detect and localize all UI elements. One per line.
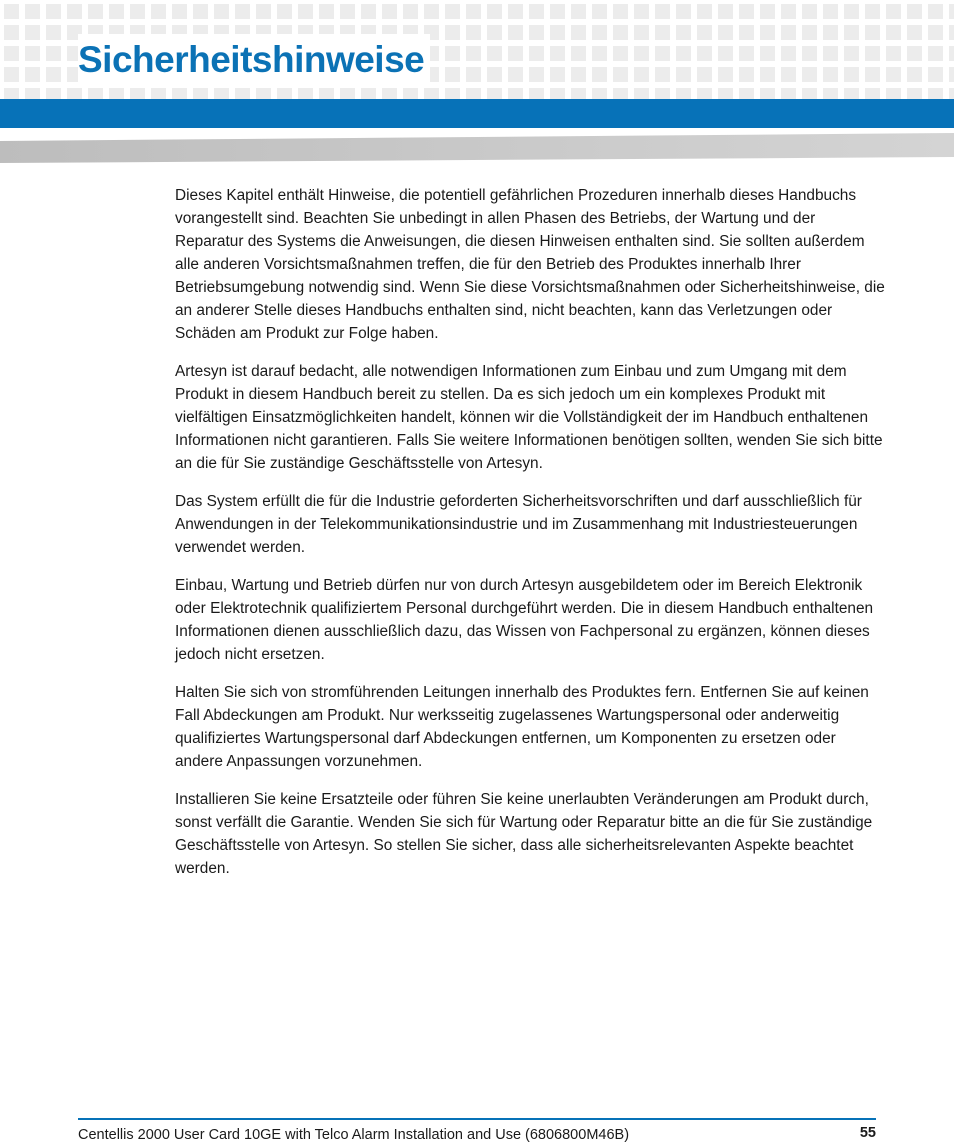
pattern-dot — [844, 67, 859, 82]
pattern-dot — [550, 46, 565, 61]
pattern-dot — [844, 4, 859, 19]
pattern-dot — [760, 67, 775, 82]
pattern-dot — [907, 25, 922, 40]
pattern-dot — [25, 25, 40, 40]
pattern-dot — [424, 4, 439, 19]
pattern-dot — [466, 25, 481, 40]
pattern-dot — [865, 67, 880, 82]
pattern-dot — [907, 46, 922, 61]
pattern-dot — [697, 67, 712, 82]
pattern-dot — [4, 25, 19, 40]
pattern-dot — [340, 4, 355, 19]
pattern-dot — [928, 4, 943, 19]
pattern-dot — [4, 46, 19, 61]
paragraph-qualified-personnel: Einbau, Wartung und Betrieb dürfen nur von durch Artesyn ausgebildetem oder im Bereich Elektronik oder Elektrotechnik qualifiziertem Personal durchgeführt werden. Die in diesem Handbuch enthaltenen Informationen dienen ausschließlich dazu, das Wissen von Fachpersonal zu ergänzen, können dieses jedoch nicht ersetzen. — [175, 577, 874, 663]
header-blue-band — [0, 99, 954, 128]
pattern-dot — [529, 25, 544, 40]
pattern-dot — [802, 4, 817, 19]
pattern-dot — [25, 46, 40, 61]
pattern-dot — [571, 67, 586, 82]
page-title: Sicherheitshinweise — [78, 34, 430, 86]
pattern-dot — [865, 25, 880, 40]
pattern-dot — [508, 4, 523, 19]
header-gray-wedge — [0, 133, 954, 163]
pattern-dot — [718, 25, 733, 40]
pattern-dot — [886, 67, 901, 82]
pattern-dot — [550, 25, 565, 40]
pattern-dot — [4, 67, 19, 82]
pattern-dot — [949, 25, 954, 40]
pattern-dot — [676, 25, 691, 40]
footer-rule — [78, 1118, 876, 1120]
pattern-dot — [214, 4, 229, 19]
pattern-dot — [487, 67, 502, 82]
pattern-dot — [613, 67, 628, 82]
pattern-dot — [760, 46, 775, 61]
pattern-dot — [634, 25, 649, 40]
paragraph-live-circuits: Halten Sie sich von stromführenden Leitungen innerhalb des Produktes fern. Entfernen Sie auf keinen Fall Abdeckungen am Produkt. Nur werksseitig zugelassenes Wartungspersonal oder anderweitig qualifiziertes Wartungspersonal darf Abdeckungen entfernen, um Komponenten zu ersetzen oder andere Anpassungen vorzunehmen. — [175, 684, 869, 770]
pattern-dot — [592, 46, 607, 61]
pattern-dot — [529, 67, 544, 82]
pattern-dot — [508, 46, 523, 61]
pattern-dot — [739, 25, 754, 40]
pattern-dot — [634, 46, 649, 61]
paragraph-modifications: Installieren Sie keine Ersatzteile oder führen Sie keine unerlaubten Veränderungen am Produkt durch, sonst verfällt die Garantie. Wenden Sie sich für Wartung oder Reparatur bitte an die für Sie zuständige Geschäftsstelle von Artesyn. So stellen Sie sicher, dass alle sicherheitsrelevanten Aspekte beachtet werden. — [175, 791, 873, 877]
pattern-dot — [193, 4, 208, 19]
pattern-dot — [823, 46, 838, 61]
pattern-dot — [151, 4, 166, 19]
pattern-dot — [445, 25, 460, 40]
pattern-dot — [487, 4, 502, 19]
pattern-dot — [592, 67, 607, 82]
pattern-dot — [130, 4, 145, 19]
footer-document-title: Centellis 2000 User Card 10GE with Telco Alarm Installation and Use (6806800M46B) — [78, 1127, 630, 1143]
pattern-dot — [46, 46, 61, 61]
pattern-dot — [508, 67, 523, 82]
pattern-dot — [46, 4, 61, 19]
pattern-dot — [928, 25, 943, 40]
pattern-dot — [949, 46, 954, 61]
pattern-dot — [655, 67, 670, 82]
pattern-dot — [676, 46, 691, 61]
pattern-dot — [172, 4, 187, 19]
pattern-dot — [655, 25, 670, 40]
pattern-dot — [781, 67, 796, 82]
pattern-dot — [319, 4, 334, 19]
pattern-dot — [487, 25, 502, 40]
pattern-dot — [4, 4, 19, 19]
pattern-dot — [571, 4, 586, 19]
pattern-dot — [676, 4, 691, 19]
pattern-dot — [823, 4, 838, 19]
pattern-dot — [235, 4, 250, 19]
pattern-dot — [802, 46, 817, 61]
pattern-dot — [823, 25, 838, 40]
pattern-dot — [613, 4, 628, 19]
pattern-dot — [718, 67, 733, 82]
pattern-dot — [697, 46, 712, 61]
pattern-dot — [25, 4, 40, 19]
pattern-dot — [718, 46, 733, 61]
pattern-dot — [823, 67, 838, 82]
main-content — [175, 184, 885, 895]
pattern-dot — [760, 4, 775, 19]
pattern-dot — [361, 4, 376, 19]
pattern-dot — [529, 46, 544, 61]
pattern-dot — [676, 67, 691, 82]
pattern-dot — [529, 4, 544, 19]
pattern-dot — [949, 4, 954, 19]
pattern-dot — [277, 4, 292, 19]
pattern-dot — [109, 4, 124, 19]
pattern-dot — [928, 67, 943, 82]
pattern-dot — [466, 4, 481, 19]
pattern-dot — [46, 25, 61, 40]
pattern-dot — [613, 25, 628, 40]
pattern-dot — [865, 4, 880, 19]
pattern-dot — [403, 4, 418, 19]
pattern-dot — [46, 67, 61, 82]
pattern-dot — [571, 25, 586, 40]
pattern-dot — [550, 4, 565, 19]
pattern-dot — [256, 4, 271, 19]
pattern-dot — [466, 46, 481, 61]
pattern-dot — [802, 25, 817, 40]
pattern-dot — [844, 25, 859, 40]
pattern-dot — [466, 67, 481, 82]
pattern-dot — [445, 67, 460, 82]
pattern-dot — [634, 4, 649, 19]
pattern-dot — [844, 46, 859, 61]
pattern-dot — [508, 25, 523, 40]
pattern-dot — [571, 46, 586, 61]
paragraph-system-compliance: Das System erfüllt die für die Industrie geforderten Sicherheitsvorschriften und darf ausschließlich für Anwendungen in der Telekommunikationsindustrie und im Zusammenhang mit Industriesteuerungen verwendet werden. — [175, 493, 862, 556]
pattern-dot — [487, 46, 502, 61]
pattern-dot — [634, 67, 649, 82]
pattern-dot — [928, 46, 943, 61]
pattern-dot — [760, 25, 775, 40]
pattern-dot — [613, 46, 628, 61]
paragraph-artesyn-information: Artesyn ist darauf bedacht, alle notwendigen Informationen zum Einbau und zum Umgang mit dem Produkt in diesem Handbuch bereit zu stellen. Da es sich jedoch um ein komplexes Produkt mit vielfältigen Einsatzmöglichkeiten handelt, können wir die Vollständigkeit der im Handbuch enthaltenen Informationen nicht garantieren. Falls Sie weitere Informationen benötigen sollten, wenden Sie sich bitte an die für Sie zuständige Geschäftsstelle von Artesyn. — [175, 363, 883, 472]
pattern-dot — [298, 4, 313, 19]
pattern-dot — [739, 4, 754, 19]
pattern-dot — [781, 25, 796, 40]
pattern-dot — [886, 25, 901, 40]
pattern-dot — [739, 67, 754, 82]
pattern-dot — [655, 46, 670, 61]
pattern-dot — [445, 4, 460, 19]
pattern-dot — [697, 4, 712, 19]
pattern-dot — [67, 4, 82, 19]
pattern-dot — [907, 4, 922, 19]
pattern-dot — [445, 46, 460, 61]
pattern-dot — [865, 46, 880, 61]
pattern-dot — [802, 67, 817, 82]
pattern-dot — [781, 46, 796, 61]
page-number: 55 — [859, 1125, 876, 1141]
pattern-dot — [949, 67, 954, 82]
paragraph-intro: Dieses Kapitel enthält Hinweise, die potentiell gefährlichen Prozeduren innerhalb dieses Handbuchs vorangestellt sind. Beachten Sie unbedingt in allen Phasen des Betriebs, der Wartung und der Reparatur des Systems die Anweisungen, die diesen Hinweisen enthalten sind. Sie sollten außerdem alle anderen Vorsichtsmaßnahmen treffen, die für den Betrieb des Produktes innerhalb Ihrer Betriebsumgebung notwendig sind. Wenn Sie diese Vorsichtsmaßnahmen oder Sicherheitshinweise, die an anderer Stelle dieses Handbuchs enthalten sind, nicht beachten, kann das Verletzungen oder Schäden am Produkt zur Folge haben. — [175, 187, 885, 342]
pattern-dot — [25, 67, 40, 82]
pattern-dot — [781, 4, 796, 19]
pattern-dot — [739, 46, 754, 61]
pattern-dot — [592, 4, 607, 19]
pattern-dot — [907, 67, 922, 82]
pattern-dot — [592, 25, 607, 40]
pattern-dot — [886, 46, 901, 61]
pattern-dot — [655, 4, 670, 19]
pattern-dot — [718, 4, 733, 19]
pattern-dot — [382, 4, 397, 19]
pattern-dot — [697, 25, 712, 40]
pattern-dot — [88, 4, 103, 19]
pattern-dot — [886, 4, 901, 19]
pattern-dot — [550, 67, 565, 82]
